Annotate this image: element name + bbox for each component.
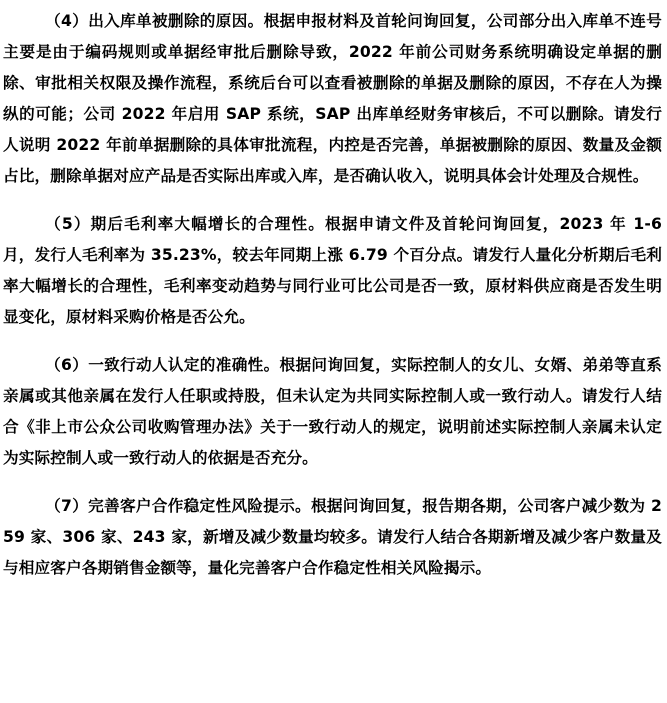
paragraph-customer-stability-risk: （7）完善客户合作稳定性风险提示。根据问询回复，报告期各期，公司客户减少数为 259 家、306 家、243 家，新增及减少数量均较多。请发行人结合各期新增及减少客户数量及与相应客户各期销售金额等，量化完善客户合作稳定性相关风险揭示。 [3,497,662,577]
paragraph-gross-margin-growth: （5）期后毛利率大幅增长的合理性。根据申请文件及首轮问询回复，2023 年 1-6 月，发行人毛利率为 35.23%，较去年同期上涨 6.79 个百分点。请发行人量化分析期后毛利率大幅增长的合理性，毛利率变动趋势与同行业可比公司是否一致，原材料供应商是否发生明显变化，原材料采购价格是否公允。 [3,215,662,326]
paragraph-concerted-action-party: （6）一致行动人认定的准确性。根据问询回复，实际控制人的女儿、女婿、弟弟等直系亲属或其他亲属在发行人任职或持股，但未认定为共同实际控制人或一致行动人。请发行人结合《非上市公众公司收购管理办法》关于一致行动人的规定，说明前述实际控制人亲属未认定为实际控制人或一致行动人的依据是否充分。 [3,356,662,467]
paragraph-outbound-inbound-deletion: （4）出入库单被删除的原因。根据申报材料及首轮问询回复，公司部分出入库单不连号主要是由于编码规则或单据经审批后删除导致，2022 年前公司财务系统明确设定单据的删除、审批相关权限及操作流程，系统后台可以查看被删除的单据及删除的原因，不存在人为操纵的可能；公司 2022 年启用 SAP 系统，SAP 出库单经财务审核后，不可以删除。请发行人说明 2022 年前单据删除的具体审批流程，内控是否完善，单据被删除的原因、数量及金额占比，删除单据对应产品是否实际出库或入库，是否确认收入，说明具体会计处理及合规性。 [3,12,662,185]
